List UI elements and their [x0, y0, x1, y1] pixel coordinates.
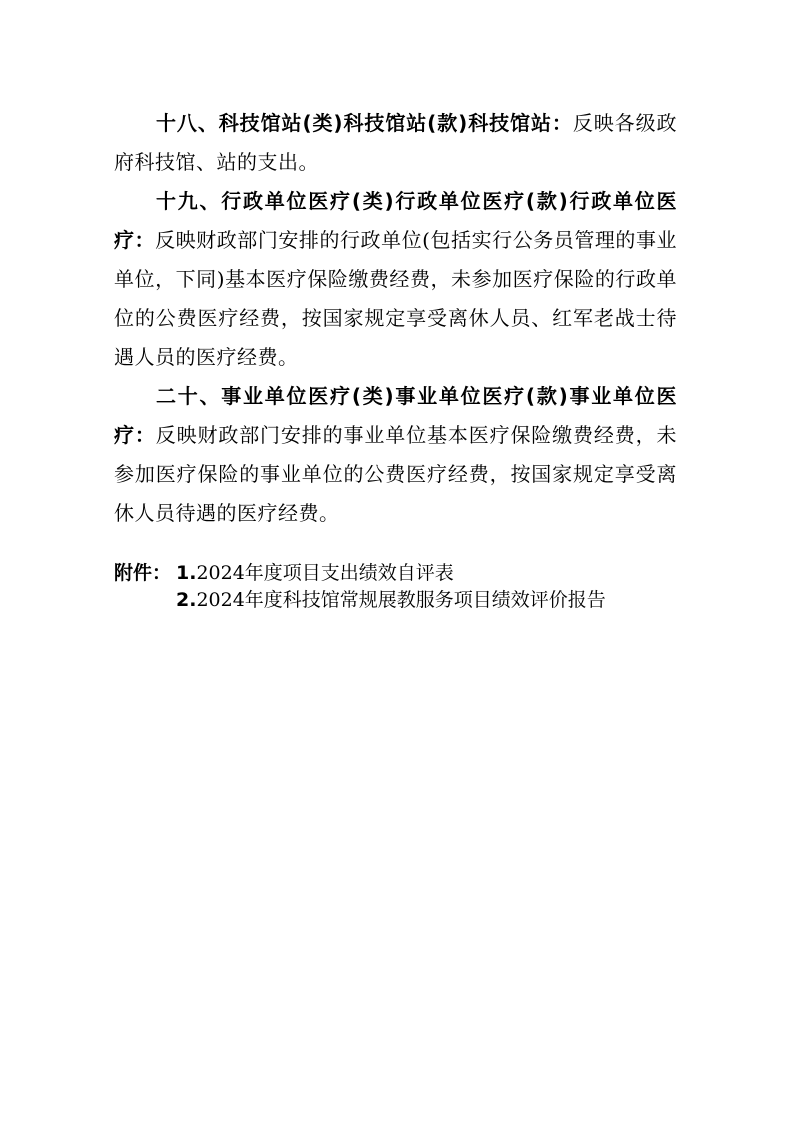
- attachment-title-2: 2024年度科技馆常规展教服务项目绩效评价报告: [196, 589, 606, 611]
- section-body-18: 反映各级政府科技馆、站的支出。: [114, 111, 678, 174]
- attachment-number-2: 2.: [176, 589, 197, 611]
- section-paragraph-20: [114, 377, 677, 533]
- section-heading-18: 十八、科技馆站(类)科技馆站(款)科技馆站：: [156, 111, 573, 135]
- attachment-item-2: [114, 587, 714, 614]
- section-paragraph-19: [114, 182, 677, 377]
- section-heading-19: 十九、行政单位医疗(类)行政单位医疗(款)行政单位医疗：: [114, 189, 677, 252]
- section-body-19: 反映财政部门安排的行政单位(包括实行公务员管理的事业单位，下同)基本医疗保险缴费经费，未参加医疗保险的行政单位的公费医疗经费，按国家规定享受离休人员、红军老战士待遇人员的医疗经费。: [114, 228, 677, 369]
- section-heading-20: 二十、事业单位医疗(类)事业单位医疗(款)事业单位医疗：: [114, 384, 677, 447]
- attachment-number-1: 1.: [176, 562, 197, 584]
- attachments-block: [114, 560, 714, 614]
- section-paragraph-18: [114, 104, 677, 182]
- document-body: [114, 104, 677, 533]
- attachment-title-1: 2024年度项目支出绩效自评表: [196, 562, 454, 584]
- section-body-20: 反映财政部门安排的事业单位基本医疗保险缴费经费，未参加医疗保险的事业单位的公费医疗经费，按国家规定享受离休人员待遇的医疗经费。: [114, 423, 678, 525]
- attachments-label: 附件：: [114, 562, 172, 584]
- attachment-item-1: [114, 560, 714, 587]
